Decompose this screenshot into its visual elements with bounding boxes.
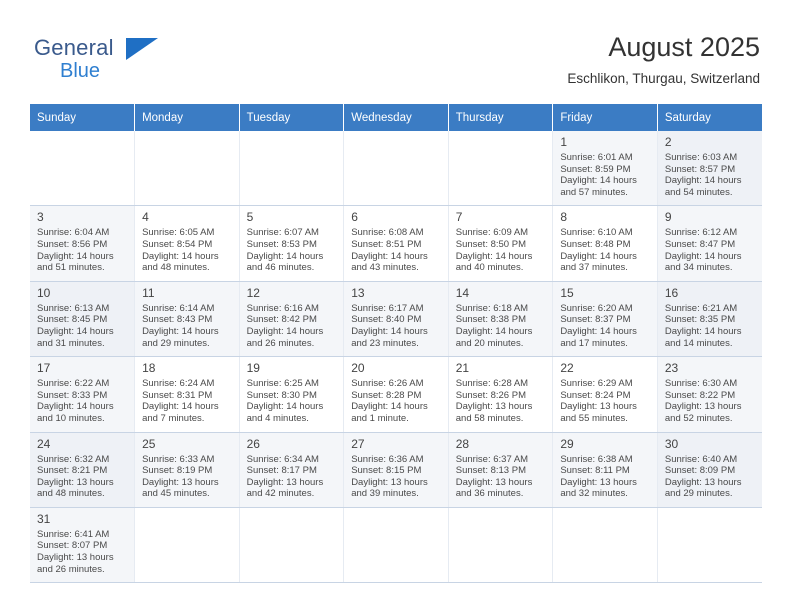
- day-detail-line: Daylight: 14 hours: [246, 401, 324, 413]
- day-detail-line: Daylight: 14 hours: [351, 250, 428, 262]
- day-detail-line: Sunset: 8:31 PM: [142, 389, 213, 401]
- weekday-header-wednesday: Wednesday: [344, 104, 449, 131]
- day-detail-line: Daylight: 13 hours: [560, 476, 637, 488]
- day-detail-line: Daylight: 14 hours: [560, 250, 637, 262]
- day-detail-line: Sunset: 8:37 PM: [560, 314, 631, 326]
- day-detail-line: Sunrise: 6:25 AM: [246, 378, 319, 390]
- day-detail-line: Sunrise: 6:36 AM: [351, 453, 424, 465]
- day-detail-line: Daylight: 13 hours: [664, 476, 742, 488]
- day-detail-line: Sunset: 8:24 PM: [560, 389, 631, 401]
- day-number: 7: [455, 210, 463, 225]
- day-detail-line: Daylight: 14 hours: [560, 175, 637, 187]
- day-detail-line: Daylight: 13 hours: [37, 476, 114, 488]
- weekday-header-saturday: Saturday: [657, 104, 762, 131]
- day-detail-line: and 39 minutes.: [351, 488, 419, 500]
- day-number: 31: [37, 511, 51, 526]
- logo-text-blue: Blue: [60, 60, 101, 82]
- day-detail-line: Sunset: 8:13 PM: [455, 465, 526, 477]
- day-detail-line: Daylight: 13 hours: [351, 476, 428, 488]
- day-number: 18: [142, 361, 156, 376]
- day-detail-line: Sunrise: 6:38 AM: [560, 453, 633, 465]
- calendar-day-cell[interactable]: [553, 131, 658, 206]
- calendar-week-row: [30, 507, 762, 582]
- day-detail-line: Sunrise: 6:28 AM: [455, 378, 529, 390]
- day-detail-line: and 57 minutes.: [560, 186, 628, 198]
- day-detail-line: and 14 minutes.: [664, 337, 733, 349]
- day-detail-line: Sunset: 8:22 PM: [664, 389, 736, 401]
- calendar-empty-cell: [344, 131, 449, 206]
- calendar-empty-cell: [448, 507, 553, 582]
- calendar-day-cell[interactable]: [30, 507, 135, 582]
- day-detail-line: and 40 minutes.: [455, 262, 524, 274]
- day-detail-line: Daylight: 13 hours: [37, 552, 114, 564]
- day-number: 29: [560, 436, 574, 451]
- calendar-header-row: [30, 104, 762, 131]
- page-title: August 2025: [608, 32, 760, 62]
- day-detail-line: Sunset: 8:09 PM: [664, 465, 736, 477]
- calendar-day-cell[interactable]: [344, 206, 449, 281]
- day-number: 6: [351, 210, 358, 225]
- day-detail-line: Sunset: 8:53 PM: [246, 238, 317, 250]
- day-detail-line: and 1 minute.: [351, 412, 409, 424]
- day-detail-line: and 34 minutes.: [664, 262, 733, 274]
- day-detail-line: Sunrise: 6:14 AM: [142, 302, 215, 314]
- triangle-icon: [126, 38, 158, 60]
- day-detail-line: Sunset: 8:59 PM: [560, 163, 631, 175]
- calendar-empty-cell: [135, 131, 240, 206]
- day-detail-line: Sunrise: 6:17 AM: [351, 302, 424, 314]
- day-detail-line: Sunset: 8:28 PM: [351, 389, 422, 401]
- day-detail-line: and 4 minutes.: [246, 412, 309, 424]
- day-number: 4: [142, 210, 149, 225]
- day-detail-line: Sunrise: 6:03 AM: [664, 152, 738, 163]
- calendar-day-cell[interactable]: [657, 206, 762, 281]
- day-detail-line: Sunrise: 6:26 AM: [351, 378, 424, 390]
- day-detail-line: Daylight: 14 hours: [142, 250, 219, 262]
- weekday-header-sunday: Sunday: [30, 104, 135, 131]
- calendar-day-cell[interactable]: [553, 432, 658, 507]
- day-detail-line: Daylight: 14 hours: [664, 250, 742, 262]
- calendar-day-cell[interactable]: [657, 131, 762, 206]
- calendar-week-row: [30, 131, 762, 206]
- day-detail-line: Sunrise: 6:33 AM: [142, 453, 215, 465]
- day-detail-line: Sunset: 8:57 PM: [664, 163, 736, 175]
- day-detail-line: Daylight: 14 hours: [560, 325, 637, 337]
- day-number: 21: [455, 361, 470, 376]
- day-detail-line: Sunset: 8:56 PM: [37, 238, 108, 250]
- day-detail-line: Daylight: 14 hours: [246, 325, 324, 337]
- day-number: 15: [560, 285, 574, 300]
- calendar-day-cell[interactable]: [30, 206, 135, 281]
- day-number: 3: [37, 210, 44, 225]
- day-detail-line: Sunrise: 6:34 AM: [246, 453, 319, 465]
- day-number: 12: [246, 285, 260, 300]
- calendar-day-cell[interactable]: [553, 357, 658, 432]
- day-detail-line: Daylight: 13 hours: [560, 401, 637, 413]
- day-detail-line: Daylight: 13 hours: [664, 401, 742, 413]
- calendar-day-cell[interactable]: [448, 281, 553, 356]
- calendar-empty-cell: [657, 507, 762, 582]
- calendar-day-cell[interactable]: [239, 281, 344, 356]
- day-detail-line: Sunrise: 6:10 AM: [560, 227, 633, 239]
- day-detail-line: Daylight: 14 hours: [246, 250, 324, 262]
- day-detail-line: and 37 minutes.: [560, 262, 628, 274]
- calendar-day-cell[interactable]: [553, 281, 658, 356]
- day-detail-line: Sunrise: 6:05 AM: [142, 227, 215, 239]
- calendar-empty-cell: [553, 507, 658, 582]
- day-detail-line: Sunset: 8:33 PM: [37, 389, 108, 401]
- day-detail-line: Sunrise: 6:08 AM: [351, 227, 424, 239]
- day-detail-line: Sunset: 8:15 PM: [351, 465, 422, 477]
- day-detail-line: Daylight: 14 hours: [37, 250, 114, 262]
- day-detail-line: Sunrise: 6:21 AM: [664, 302, 738, 314]
- day-detail-line: Sunset: 8:42 PM: [246, 314, 317, 326]
- day-number: 24: [37, 436, 51, 451]
- calendar-day-cell[interactable]: [657, 281, 762, 356]
- day-detail-line: and 45 minutes.: [142, 488, 210, 500]
- day-detail-line: Sunset: 8:35 PM: [664, 314, 736, 326]
- calendar-day-cell[interactable]: [239, 206, 344, 281]
- day-detail-line: Daylight: 14 hours: [664, 325, 742, 337]
- day-detail-line: and 29 minutes.: [664, 488, 733, 500]
- day-detail-line: Sunset: 8:47 PM: [664, 238, 736, 250]
- calendar-body: [30, 131, 762, 583]
- weekday-header-monday: Monday: [135, 104, 240, 131]
- day-detail-line: Sunset: 8:48 PM: [560, 238, 631, 250]
- day-detail-line: Sunset: 8:43 PM: [142, 314, 213, 326]
- day-detail-line: and 32 minutes.: [560, 488, 628, 500]
- calendar-day-cell[interactable]: [135, 281, 240, 356]
- day-number: 27: [351, 436, 365, 451]
- day-detail-line: Sunrise: 6:30 AM: [664, 378, 738, 390]
- calendar-day-cell[interactable]: [657, 357, 762, 432]
- day-detail-line: Sunrise: 6:13 AM: [37, 302, 110, 314]
- day-detail-line: and 17 minutes.: [560, 337, 628, 349]
- day-detail-line: Daylight: 14 hours: [142, 401, 219, 413]
- day-detail-line: and 7 minutes.: [142, 412, 205, 424]
- calendar-day-cell[interactable]: [135, 206, 240, 281]
- general-blue-logo: [34, 36, 254, 92]
- day-number: 26: [246, 436, 260, 451]
- day-detail-line: and 52 minutes.: [664, 412, 733, 424]
- logo-text-general: General: [34, 35, 114, 60]
- day-detail-line: Sunset: 8:17 PM: [246, 465, 317, 477]
- day-number: 28: [455, 436, 470, 451]
- day-detail-line: Sunrise: 6:20 AM: [560, 302, 633, 314]
- day-detail-line: Sunset: 8:45 PM: [37, 314, 108, 326]
- weekday-header-tuesday: Tuesday: [239, 104, 344, 131]
- day-detail-line: Daylight: 13 hours: [455, 401, 533, 413]
- day-detail-line: Sunrise: 6:07 AM: [246, 227, 319, 239]
- calendar-week-row: [30, 357, 762, 432]
- day-number: 14: [455, 285, 470, 300]
- day-detail-line: Sunset: 8:26 PM: [455, 389, 526, 401]
- calendar-empty-cell: [239, 507, 344, 582]
- calendar-day-cell[interactable]: [553, 206, 658, 281]
- day-number: 13: [351, 285, 365, 300]
- day-number: 23: [664, 361, 679, 376]
- day-detail-line: and 26 minutes.: [37, 563, 105, 575]
- day-detail-line: Sunrise: 6:40 AM: [664, 453, 738, 465]
- day-detail-line: and 31 minutes.: [37, 337, 105, 349]
- calendar-table: [30, 104, 762, 583]
- weekday-header-friday: Friday: [553, 104, 658, 131]
- day-detail-line: Sunset: 8:50 PM: [455, 238, 526, 250]
- calendar-empty-cell: [448, 131, 553, 206]
- day-detail-line: and 42 minutes.: [246, 488, 315, 500]
- day-detail-line: Sunrise: 6:16 AM: [246, 302, 319, 314]
- day-number: 19: [246, 361, 260, 376]
- location-subtitle: Eschlikon, Thurgau, Switzerland: [567, 71, 760, 86]
- day-detail-line: Sunset: 8:21 PM: [37, 465, 108, 477]
- calendar-day-cell[interactable]: [344, 432, 449, 507]
- day-detail-line: Sunrise: 6:18 AM: [455, 302, 529, 314]
- day-detail-line: and 10 minutes.: [37, 412, 105, 424]
- day-detail-line: Sunrise: 6:01 AM: [560, 152, 633, 163]
- day-detail-line: and 55 minutes.: [560, 412, 628, 424]
- day-detail-line: Daylight: 13 hours: [246, 476, 324, 488]
- day-detail-line: and 20 minutes.: [455, 337, 524, 349]
- day-detail-line: Sunrise: 6:41 AM: [37, 528, 110, 540]
- day-number: 2: [664, 135, 672, 149]
- calendar-day-cell[interactable]: [448, 206, 553, 281]
- calendar-empty-cell: [344, 507, 449, 582]
- day-detail-line: Sunset: 8:11 PM: [560, 465, 630, 477]
- calendar-empty-cell: [135, 507, 240, 582]
- calendar-week-row: [30, 206, 762, 281]
- day-number: 17: [37, 361, 51, 376]
- calendar-day-cell[interactable]: [448, 432, 553, 507]
- calendar-empty-cell: [239, 131, 344, 206]
- day-detail-line: Daylight: 14 hours: [351, 325, 428, 337]
- day-detail-line: Sunset: 8:40 PM: [351, 314, 422, 326]
- page-header: [30, 22, 762, 94]
- day-detail-line: Daylight: 14 hours: [37, 325, 114, 337]
- day-detail-line: and 48 minutes.: [37, 488, 105, 500]
- day-detail-line: and 23 minutes.: [351, 337, 419, 349]
- day-number: 5: [246, 210, 254, 225]
- calendar-day-cell[interactable]: [30, 432, 135, 507]
- day-number: 25: [142, 436, 156, 451]
- day-detail-line: Daylight: 14 hours: [664, 175, 742, 187]
- day-number: 30: [664, 436, 679, 451]
- calendar-day-cell[interactable]: [135, 432, 240, 507]
- weekday-header-thursday: Thursday: [448, 104, 553, 131]
- calendar-day-cell[interactable]: [239, 357, 344, 432]
- day-number: 1: [560, 135, 567, 149]
- day-number: 16: [664, 285, 679, 300]
- calendar-week-row: [30, 432, 762, 507]
- day-detail-line: Daylight: 14 hours: [455, 250, 533, 262]
- day-detail-line: Daylight: 14 hours: [455, 325, 533, 337]
- calendar-day-cell[interactable]: [30, 281, 135, 356]
- day-detail-line: Sunset: 8:19 PM: [142, 465, 213, 477]
- day-detail-line: and 26 minutes.: [246, 337, 315, 349]
- day-detail-line: and 58 minutes.: [455, 412, 524, 424]
- day-detail-line: Sunset: 8:07 PM: [37, 540, 108, 552]
- day-detail-line: Sunset: 8:30 PM: [246, 389, 317, 401]
- day-detail-line: Sunset: 8:54 PM: [142, 238, 213, 250]
- calendar-empty-cell: [30, 131, 135, 206]
- day-detail-line: Sunrise: 6:29 AM: [560, 378, 633, 390]
- day-number: 10: [37, 285, 51, 300]
- day-detail-line: Daylight: 14 hours: [351, 401, 428, 413]
- calendar-week-row: [30, 281, 762, 356]
- day-detail-line: Sunrise: 6:09 AM: [455, 227, 529, 239]
- calendar-day-cell[interactable]: [344, 281, 449, 356]
- calendar-day-cell[interactable]: [344, 357, 449, 432]
- calendar-day-cell[interactable]: [448, 357, 553, 432]
- day-detail-line: Sunset: 8:51 PM: [351, 238, 422, 250]
- day-detail-line: and 36 minutes.: [455, 488, 524, 500]
- day-number: 22: [560, 361, 574, 376]
- calendar-day-cell[interactable]: [30, 357, 135, 432]
- day-detail-line: and 51 minutes.: [37, 262, 105, 274]
- day-detail-line: Sunrise: 6:24 AM: [142, 378, 215, 390]
- day-detail-line: and 54 minutes.: [664, 186, 733, 198]
- day-detail-line: Sunrise: 6:04 AM: [37, 227, 110, 239]
- day-number: 11: [142, 285, 155, 300]
- day-detail-line: Sunrise: 6:12 AM: [664, 227, 738, 239]
- calendar-day-cell[interactable]: [239, 432, 344, 507]
- day-detail-line: and 46 minutes.: [246, 262, 315, 274]
- day-detail-line: Daylight: 13 hours: [142, 476, 219, 488]
- day-detail-line: Daylight: 14 hours: [37, 401, 114, 413]
- day-detail-line: and 43 minutes.: [351, 262, 419, 274]
- title-block: [567, 30, 760, 87]
- day-detail-line: and 29 minutes.: [142, 337, 210, 349]
- day-number: 9: [664, 210, 672, 225]
- day-number: 8: [560, 210, 567, 225]
- day-detail-line: Sunset: 8:38 PM: [455, 314, 526, 326]
- calendar-day-cell[interactable]: [135, 357, 240, 432]
- calendar-day-cell[interactable]: [657, 432, 762, 507]
- day-detail-line: Sunrise: 6:32 AM: [37, 453, 110, 465]
- day-detail-line: Sunrise: 6:37 AM: [455, 453, 529, 465]
- day-number: 20: [351, 361, 365, 376]
- day-detail-line: Daylight: 14 hours: [142, 325, 219, 337]
- day-detail-line: Daylight: 13 hours: [455, 476, 533, 488]
- day-detail-line: Sunrise: 6:22 AM: [37, 378, 110, 390]
- day-detail-line: and 48 minutes.: [142, 262, 210, 274]
